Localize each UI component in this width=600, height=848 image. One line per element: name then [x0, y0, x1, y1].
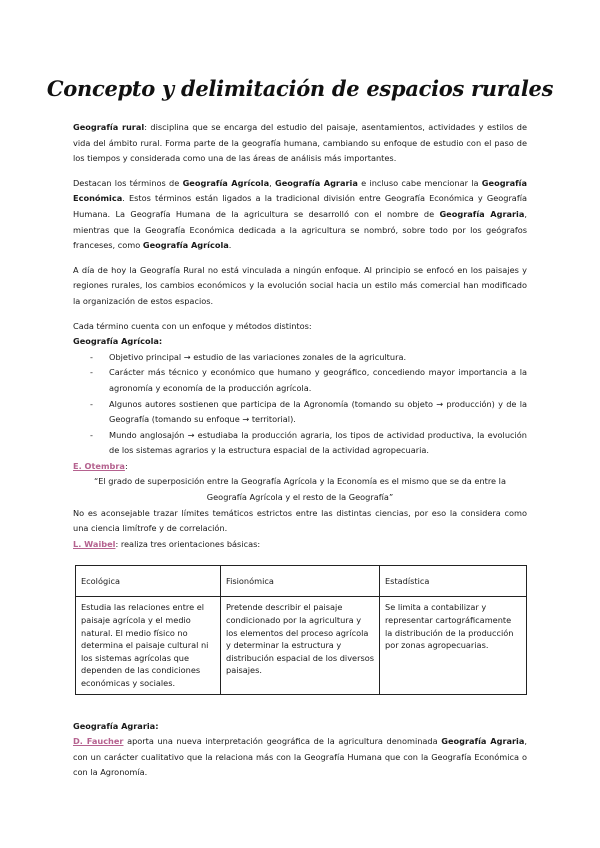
table-header: Estadística: [380, 566, 527, 597]
table-header: Fisionómica: [221, 566, 380, 597]
term-geografia-agraria: Geografía Agraria: [275, 177, 358, 188]
definition-text: : disciplina que se encarga del estudio del paisaje, asentamientos, actividades y estilos de vida del ámbito rural. Forma parte de la geografía humana, cambiando su enfoque de estudio con el paso de los tiempos y considerada como una de las áreas de análisis más importantes.: [73, 122, 527, 164]
paragraph-faucher: [73, 734, 527, 781]
dash-bullet: -: [90, 429, 93, 440]
term-geografia-economica: Geografía Económica: [73, 177, 528, 204]
text: , con un carácter cualitativo que la relaciona más con la Geografía Humana que con la Geografía Económica o con la Agronomía.: [73, 736, 528, 778]
text: .: [228, 240, 232, 251]
author-link-waibel[interactable]: L. Waibel: [73, 538, 116, 549]
table-cell: Estudia las relaciones entre el paisaje agrícola y el medio natural. El medio físico no determina el paisaje cultural ni los sistemas agrícolas que dependen de las condiciones económicas y sociales.: [76, 597, 221, 694]
paragraph-after-quote: No es aconsejable trazar límites temáticos estrictos entre las distintas ciencias, por eso la considera como una ciencia limítrofe y de correlación.: [73, 507, 527, 534]
list-item-text: Algunos autores sostienen que participa de la Agronomía (tomando su objeto → producción) y de la Geografía (tomando su enfoque → territorial).: [109, 398, 527, 425]
table-cell: Se limita a contabilizar y representar cartográficamente la distribución de la producción por zonas agropecuarias.: [380, 597, 527, 694]
list-item-text: Objetivo principal → estudio de las variaciones zonales de la agricultura.: [109, 351, 407, 362]
author-link-faucher[interactable]: D. Faucher: [73, 736, 124, 747]
list-item: [73, 397, 527, 428]
table-header-row: [76, 566, 527, 597]
list-item: [73, 350, 527, 366]
heading-geografia-agraria: [73, 719, 527, 735]
quote-line-1: “El grado de superposición entre la Geografía Agrícola y la Economía es el mismo que se da entre la: [94, 476, 506, 487]
text: Destacan los términos de: [73, 177, 183, 188]
table-row: [76, 597, 527, 694]
page-title: Concepto y delimitación de espacios rurales: [46, 76, 554, 101]
paragraph-cada-termino: Cada término cuenta con un enfoque y métodos distintos:: [73, 320, 312, 331]
orientaciones-table: [75, 565, 527, 694]
table-header: Ecológica: [76, 566, 221, 597]
colon: :: [124, 460, 128, 471]
list-item: [73, 428, 527, 459]
paragraph-enfoque: A día de hoy la Geografía Rural no está vinculada a ningún enfoque. Al principio se enfocó en los paisajes y regiones rurales, los cambios económicos y la evolución social hacia un estilo más comercial han modificado la organización de estos espacios.: [73, 264, 527, 306]
otembra-line: [73, 459, 527, 475]
list-item-text: Mundo anglosajón → estudiaba la producción agraria, los tipos de actividad productiva, la evolución de los sistemas agrarios y la estructura espacial de la actividad agropecuaria.: [109, 429, 527, 456]
dash-bullet: -: [90, 398, 93, 409]
text: aporta una nueva interpretación geográfica de la agricultura denominada: [123, 736, 442, 747]
list-item: [73, 365, 527, 396]
term-geografia-agraria: Geografía Agraria: [439, 208, 525, 219]
waibel-text: : realiza tres orientaciones básicas:: [115, 538, 261, 549]
dash-bullet: -: [90, 351, 93, 362]
term-geografia-agraria: Geografía Agraria: [441, 736, 525, 747]
paragraph-terminos: [73, 176, 527, 254]
heading-text: Geografía Agraria:: [73, 720, 159, 731]
text: , mientras que la Geografía Económica dedicada a la agricultura se nombró, sobre todo por los geógrafos franceses, como: [73, 208, 527, 251]
heading-geografia-agricola: [73, 334, 527, 350]
waibel-line: [73, 537, 527, 553]
term-geografia-agricola: Geografía Agrícola: [142, 240, 229, 251]
text: . Estos términos están ligados a la tradicional división entre Geografía Económica y Geografía Humana. La Geografía Humana de la agricultura se desarrolló con el nombre de: [73, 193, 527, 219]
text: ,: [269, 177, 276, 188]
heading-text: Geografía Agrícola:: [73, 336, 163, 347]
table-cell: Pretende describir el paisaje condicionado por la agricultura y los elementos del proceso agrícola y determinar la estructura y distribución espacial de los diversos paisajes.: [221, 597, 380, 694]
dash-bullet: -: [90, 367, 93, 378]
quote-line-2: Geografía Agrícola y el resto de la Geografía”: [206, 492, 394, 503]
agricola-list: [73, 350, 527, 459]
author-link-otembra[interactable]: E. Otembra: [73, 460, 125, 471]
list-item-text: Carácter más técnico y económico que humano y geográfico, concediendo mayor importancia a la agronomía y economía de la producción agrícola.: [109, 367, 527, 393]
term-geografia-rural: Geografía rural: [73, 122, 145, 132]
paragraph-geografia-rural: [73, 120, 527, 167]
text: e incluso cabe mencionar la: [357, 177, 482, 188]
term-geografia-agricola: Geografía Agrícola: [182, 177, 270, 188]
